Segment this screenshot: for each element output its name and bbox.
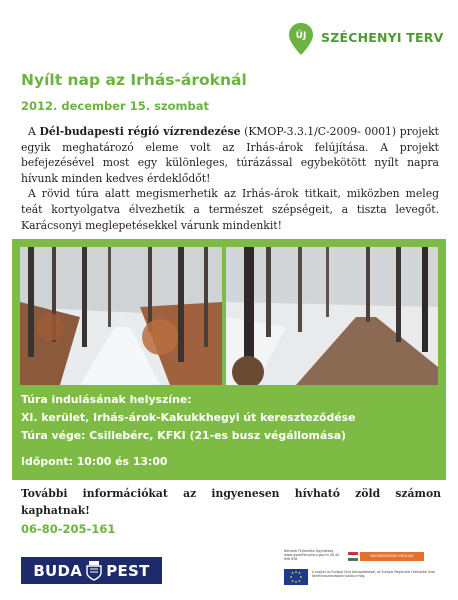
route-start-label: Túra indulásának helyszíne: [21,393,192,406]
crest-icon [85,561,103,581]
eu-flag-icon [284,569,308,585]
winter-forest-photo-1 [20,247,222,385]
partner-logos [284,549,440,593]
logo-icon-text: ÚJ [295,31,307,41]
event-time: Időpont: 10:00 és 13:00 [21,455,168,468]
intro-paragraph-2: A rövid túra alatt megismerhetik az Irhás-árok titkait, miközben meleg teát kortyolgatva élvezhetik a természet szépségeit, a tiszta levegőt. Karácsonyi meglepetésekkel várunk mindenkit! [21,187,439,232]
map-pin-icon [288,22,314,56]
event-details-box [12,239,446,480]
intro-paragraph-1 [21,124,439,186]
route-end: Túra vége: Csillebérc, KFKI (21-es busz végállomása) [21,429,347,442]
intro-text [21,124,439,233]
nfu-text: Nemzeti Fejlesztési Ügynökség www.ujszechenyiterv.gov.hu 06 40 638 638 [284,549,340,561]
hungarian-flag-icon [348,552,358,561]
info-text: További információkat az ingyenesen hívható zöld számon kaphatnak! [21,487,441,517]
budapest-logo-right: PEST [106,561,150,580]
route-start-place: XI. kerület, Irhás-árok-Kakukkhegyi út kereszteződése [21,411,356,424]
winter-forest-photo-2 [226,247,438,385]
szechenyi-terv-logo [288,22,444,56]
logo-text: SZÉCHENYI TERV [321,30,444,45]
phone-number[interactable]: 06-80-205-161 [21,522,116,536]
paragraph-lead: A [28,125,40,138]
page-title: Nyílt nap az Irhás-ároknál [21,71,247,89]
paragraph-rest: (KMOP-3.3.1/C-2009- 0001) projekt egyik meghatározó eleme volt az Irhás-árok felújítása. A projekt befejezésével most egy különleges, túrázással egybekötött nyílt napra hívunk minden kedves érdeklődőt! [21,125,439,185]
hungary-renews-banner: MAGYARORSZÁG MEGÚJUL [360,552,424,561]
route-info [21,391,441,445]
project-name: Dél-budapesti régió vízrendezése [39,125,241,138]
event-date: 2012. december 15. szombat [21,99,210,113]
eu-funding-text: A projekt az Európai Unió támogatásával, az Európai Regionális Fejlesztési Alap társfinanszírozásával valósul meg. [312,570,435,579]
budapest-logo [21,557,162,584]
budapest-logo-left: BUDA [33,561,83,580]
